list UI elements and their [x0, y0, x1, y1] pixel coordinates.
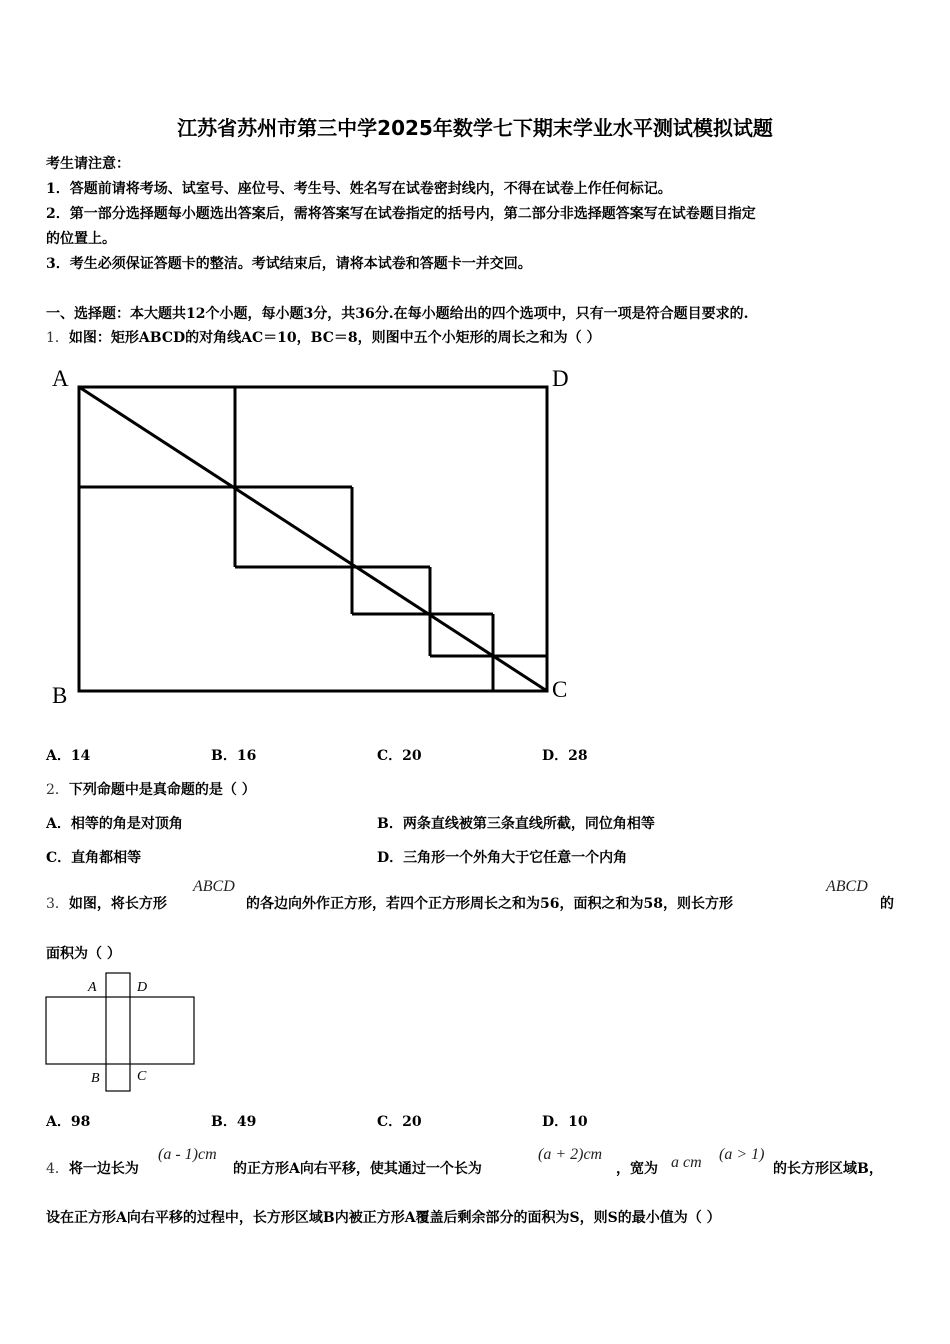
q3-label-d: D	[137, 980, 148, 995]
q3-option-d[interactable]: D．10	[542, 1114, 588, 1130]
q4-text-d: 的长方形区域B，	[773, 1161, 883, 1177]
question-1	[46, 327, 601, 347]
q1-label-d: D	[552, 366, 569, 391]
question-number: 2．	[46, 782, 69, 798]
q3-math-abcd-2: ABCD	[826, 878, 868, 895]
question-number: 1．	[46, 330, 69, 346]
q3-text-c: 的	[880, 896, 894, 912]
q1-option-a[interactable]: A．14	[46, 748, 91, 764]
q3-vertical-strip	[106, 973, 130, 1091]
notice-heading: 考生请注意：	[46, 156, 130, 172]
q1-figure	[40, 360, 600, 710]
notice-item-2: 2．第一部分选择题每小题选出答案后，需将答案写在试卷指定的括号内，第二部分非选择题答案写在试卷题目指定	[46, 206, 756, 222]
q3-math-abcd-1: ABCD	[193, 878, 235, 895]
q2-option-b[interactable]: B．两条直线被第三条直线所截，同位角相等	[377, 816, 655, 832]
q3-option-a[interactable]: A．98	[46, 1114, 91, 1130]
q4-text-b: 的正方形A向右平移，使其通过一个长为	[233, 1161, 482, 1177]
q3-label-b: B	[91, 1071, 100, 1086]
q4-math-length: (a + 2)cm	[538, 1146, 603, 1163]
q4-num-text	[46, 1158, 139, 1178]
q3-figure	[40, 970, 210, 1095]
q4-math-side: (a - 1)cm	[158, 1146, 217, 1163]
notice-item-1: 1．答题前请将考场、试室号、座位号、考生号、姓名写在试卷密封线内，不得在试卷上作任何标记。	[46, 181, 672, 197]
q3-text-b: 的各边向外作正方形，若四个正方形周长之和为56，面积之和为58，则长方形	[246, 896, 733, 912]
question-text: 如图，将长方形	[68, 896, 167, 912]
question-number: 4．	[46, 1161, 69, 1177]
q1-label-b: B	[52, 683, 68, 708]
q1-diagonal-ac	[79, 387, 547, 691]
q3-text-d: 面积为（ ）	[46, 946, 121, 962]
q3-num-text	[46, 893, 167, 913]
q2-option-c[interactable]: C．直角都相等	[46, 850, 142, 866]
question-text: 将一边长为	[68, 1161, 139, 1177]
page-title: 江苏省苏州市第三中学2025年数学七下期末学业水平测试模拟试题	[177, 116, 773, 140]
notice-item-3: 3．考生必须保证答题卡的整洁。考试结束后，请将本试卷和答题卡一并交回。	[46, 256, 532, 272]
question-number: 3．	[46, 896, 69, 912]
q3-label-c: C	[137, 1069, 147, 1084]
q1-label-c: C	[552, 677, 568, 702]
q4-line-2: 设在正方形A向右平移的过程中，长方形区域B内被正方形A覆盖后剩余部分的面积为S，则S的最小值为（ ）	[46, 1210, 721, 1226]
section-heading: 一、选择题：本大题共12个小题，每小题3分，共36分.在每小题给出的四个选项中，只有一项是符合题目要求的.	[46, 306, 749, 322]
question-2	[46, 779, 256, 799]
q1-label-a: A	[52, 366, 69, 391]
q3-horizontal-strip	[46, 997, 194, 1064]
question-text: 下列命题中是真命题的是（ ）	[68, 782, 256, 798]
q4-math-condition: (a > 1)	[719, 1146, 765, 1163]
q4-math-width: a cm	[671, 1154, 702, 1171]
q3-option-c[interactable]: C．20	[377, 1114, 422, 1130]
q4-text-c: ，宽为	[616, 1161, 658, 1177]
q2-option-d[interactable]: D．三角形一个外角大于它任意一个内角	[377, 850, 628, 866]
q1-option-d[interactable]: D．28	[542, 748, 588, 764]
q1-option-c[interactable]: C．20	[377, 748, 422, 764]
q2-option-a[interactable]: A．相等的角是对顶角	[46, 816, 183, 832]
q3-option-b[interactable]: B．49	[211, 1114, 257, 1130]
q3-label-a: A	[88, 980, 97, 995]
question-text: 如图：矩形ABCD的对角线AC＝10，BC＝8，则图中五个小矩形的周长之和为（ ）	[68, 330, 601, 346]
notice-item-2-cont: 的位置上。	[46, 231, 116, 247]
q1-option-b[interactable]: B．16	[211, 748, 257, 764]
